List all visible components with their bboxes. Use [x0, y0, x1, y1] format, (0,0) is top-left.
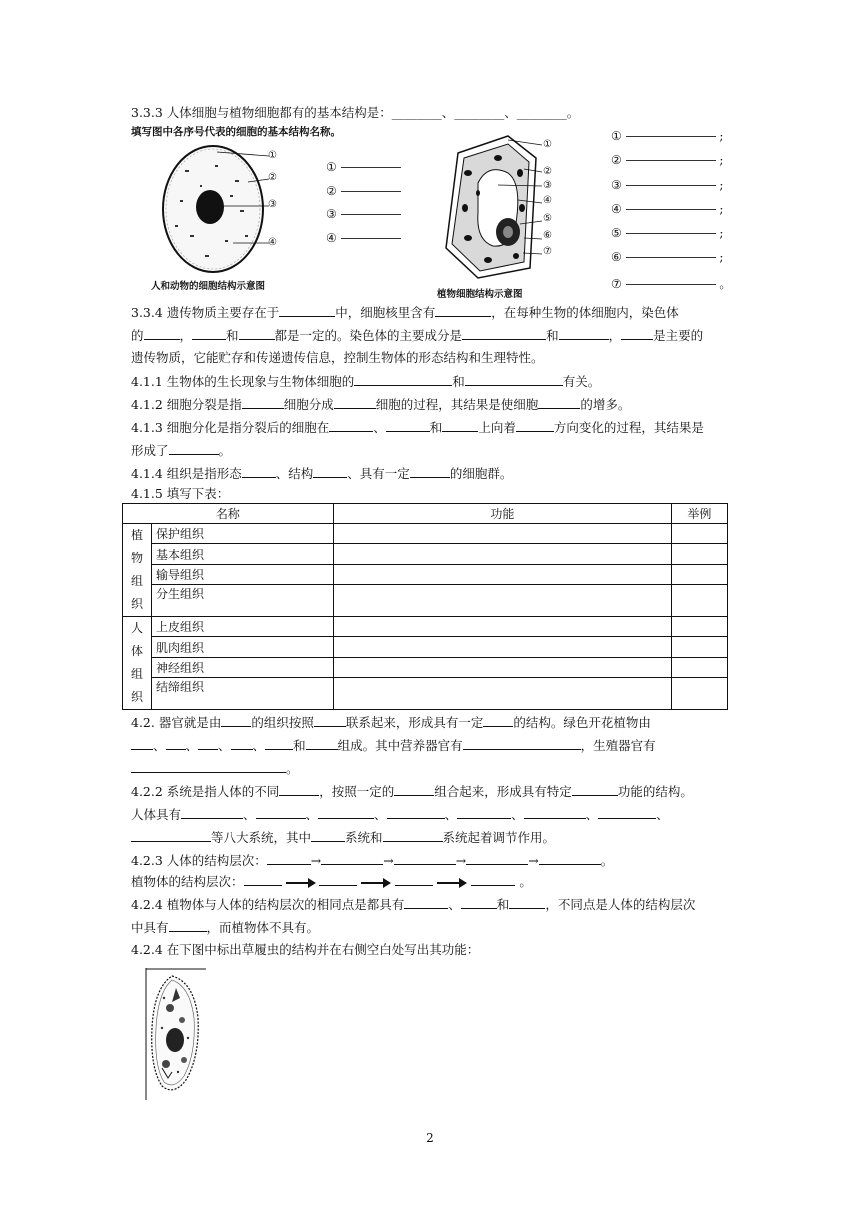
animal-answer-1[interactable] [326, 160, 401, 184]
plant-answer-num: ③ [611, 177, 622, 192]
blank[interactable] [461, 896, 497, 909]
blank[interactable] [319, 873, 357, 886]
blank[interactable] [387, 806, 445, 819]
plant-answer-end: ; [719, 177, 724, 192]
q334-line1 [131, 304, 679, 321]
text: 联系起来，形成具有一定 [345, 715, 484, 730]
plant-answer-4[interactable] [611, 202, 731, 226]
text: 、 [153, 738, 166, 753]
blank[interactable] [221, 714, 251, 727]
blank[interactable] [462, 327, 546, 340]
blank[interactable] [509, 896, 545, 909]
table-row [123, 564, 728, 584]
blank[interactable] [267, 852, 311, 865]
blank[interactable] [169, 442, 219, 455]
text: 。 [519, 874, 532, 889]
animal-fig-label-2: ② [268, 172, 277, 183]
blank[interactable] [279, 304, 335, 317]
text: 、 [374, 807, 387, 822]
blank[interactable] [265, 737, 293, 750]
text: 、 [656, 807, 669, 822]
group-char: 织 [130, 690, 143, 704]
plant-fig-label-4: ④ [543, 195, 552, 206]
group-char: 植 [130, 528, 143, 542]
text: ， [179, 328, 193, 343]
header-example: 举例 [671, 504, 727, 524]
q334-line3: 遗传物质，它能贮存和传递遗传信息，控制生物体的形态结构和生理特性。 [131, 350, 544, 365]
blank[interactable] [334, 396, 376, 409]
plant-answer-num: ④ [611, 201, 622, 216]
function-cell[interactable] [333, 617, 671, 637]
example-cell[interactable] [671, 544, 727, 564]
blank[interactable] [144, 327, 180, 340]
paramecium-figure [142, 968, 210, 1100]
text: 、 [305, 807, 319, 822]
plant-answer-end: ; [719, 250, 724, 265]
arrow-icon: → [310, 853, 322, 868]
blank[interactable] [463, 737, 581, 750]
text: 形成了 [131, 443, 169, 458]
text: 、 [511, 807, 524, 822]
blank[interactable] [256, 806, 306, 819]
plant-fig-label-7: ⑦ [543, 246, 552, 257]
text: 的 [131, 328, 144, 343]
blank[interactable] [598, 806, 656, 819]
blank[interactable] [166, 737, 186, 750]
function-cell[interactable] [333, 657, 671, 677]
text: 有关。 [562, 374, 601, 389]
animal-fig-label-4: ④ [268, 237, 277, 248]
text: 。 [600, 853, 614, 868]
blank[interactable] [181, 806, 243, 819]
text: 中具有 [131, 920, 169, 935]
plant-answer-3[interactable] [611, 178, 731, 202]
tissue-name: 上皮组织 [152, 617, 334, 637]
text: 4.1.4 组织是指形态 [131, 466, 242, 481]
animal-answer-4[interactable] [326, 231, 401, 255]
text: 功能的结构。 [617, 784, 693, 799]
text: 细胞的过程，其结果是使细胞 [375, 397, 539, 412]
q334-line2 [131, 327, 703, 344]
blank[interactable] [244, 873, 282, 886]
q415: 4.1.5 填写下表： [131, 486, 230, 501]
text: 、具有一定 [347, 466, 410, 481]
group-char: 组 [130, 667, 143, 681]
plant-answer-num: ⑤ [611, 226, 622, 241]
arrow-icon [437, 878, 467, 888]
tissue-name: 肌肉组织 [152, 637, 334, 657]
blank[interactable] [559, 327, 609, 340]
text: 4.1.3 细胞分化是指分裂后的细胞在 [131, 420, 330, 435]
text: 4.1.1 生物体的生长现象与生物体细胞的 [131, 374, 355, 389]
function-cell[interactable] [333, 524, 671, 544]
animal-answer-2[interactable] [326, 184, 401, 208]
text: 和 [429, 420, 443, 435]
table-row [123, 524, 728, 544]
q423-human [131, 852, 613, 869]
blank[interactable] [538, 396, 580, 409]
text: 和 [496, 897, 510, 912]
q412 [131, 396, 630, 413]
plant-answer-6[interactable] [611, 250, 731, 274]
example-cell[interactable] [671, 564, 727, 584]
animal-cell-caption: 人和动物的细胞结构示意图 [151, 281, 266, 292]
blank[interactable] [131, 760, 286, 773]
table-row [123, 637, 728, 657]
group-char: 物 [130, 551, 143, 565]
q42-line2 [131, 737, 656, 754]
text: 和 [452, 374, 465, 389]
example-cell[interactable] [671, 585, 727, 617]
blank[interactable] [231, 737, 253, 750]
blank[interactable] [131, 737, 153, 750]
q424a-line1 [131, 896, 695, 913]
text: 是主要的 [653, 328, 704, 343]
text: 组成。其中营养器官有 [337, 738, 463, 753]
text: ，不同点是人体的结构层次 [545, 897, 696, 912]
table-header-row [123, 504, 728, 524]
blank[interactable] [386, 419, 430, 432]
blank[interactable] [524, 806, 586, 819]
plant-answer-end: ; [719, 129, 724, 143]
animal-answer-num: ① [326, 160, 337, 174]
tissue-name: 神经组织 [152, 657, 334, 677]
blank[interactable] [394, 852, 456, 865]
instruction: 填写图中各序号代表的细胞的基本结构名称。 [131, 126, 341, 138]
text: ，生殖器官有 [580, 738, 656, 753]
tissue-name: 分生组织 [152, 585, 334, 617]
animal-fig-label-1: ① [268, 150, 277, 161]
arrow-icon: → [383, 853, 394, 868]
header-name: 名称 [123, 504, 334, 524]
text: 系统起着调节作用。 [442, 830, 556, 845]
blank[interactable] [169, 919, 207, 932]
blank[interactable] [242, 396, 284, 409]
plant-answer-num: ⑦ [611, 276, 622, 291]
text: 、 [585, 807, 599, 822]
blank[interactable] [483, 714, 513, 727]
text: 、结构 [275, 466, 314, 481]
text: 4.2. 器官就是由 [131, 715, 222, 730]
blank[interactable] [131, 829, 211, 842]
tissue-table [122, 503, 728, 710]
q413-line2 [131, 442, 231, 459]
table-row [123, 544, 728, 564]
animal-answer-num: ② [326, 183, 337, 198]
q414 [131, 465, 512, 482]
function-cell[interactable] [333, 544, 671, 564]
group-char: 人 [130, 621, 143, 635]
text: 人体具有 [131, 807, 182, 822]
text: 、 [444, 807, 458, 822]
plant-answer-list [611, 129, 731, 299]
text: 和 [226, 328, 239, 343]
text: 植物体的结构层次： [131, 874, 244, 889]
animal-answer-num: ③ [326, 207, 337, 221]
q42-line1 [131, 714, 651, 731]
text: 方向变化的过程，其结果是 [553, 420, 704, 435]
page-number: 2 [426, 1131, 434, 1145]
example-cell[interactable] [671, 637, 727, 657]
q413-line1 [131, 419, 704, 436]
q424a-line2 [131, 919, 319, 936]
arrow-icon: → [528, 853, 539, 868]
q422-line2 [131, 806, 669, 823]
q424b: 4.2.4 在下图中标出草履虫的结构并在右侧空白处写出其功能： [131, 942, 480, 957]
blank[interactable] [192, 327, 226, 340]
table-row [123, 585, 728, 617]
text: ，而植物体不具有。 [206, 920, 320, 935]
text: 、 [373, 420, 386, 435]
function-cell[interactable] [333, 678, 671, 710]
plant-answer-end: ; [719, 201, 724, 216]
text: ，按照一定的 [319, 784, 395, 799]
tissue-name: 结缔组织 [152, 678, 334, 710]
plant-answer-end: 。 [719, 276, 732, 291]
q411 [131, 373, 600, 390]
blank[interactable] [404, 896, 448, 909]
text: 、 [448, 897, 461, 912]
blank[interactable] [383, 829, 443, 842]
table-row [123, 678, 728, 710]
text: 3.3.4 遗传物质主要存在于 [131, 305, 280, 320]
blank[interactable] [321, 852, 383, 865]
blank[interactable] [394, 783, 434, 796]
function-cell[interactable] [333, 585, 671, 617]
plant-fig-label-3: ③ [543, 180, 552, 191]
text: ，在每种生物的体细胞内，染色体 [491, 305, 679, 320]
plant-answer-1[interactable] [611, 129, 731, 153]
blank[interactable] [457, 806, 511, 819]
plant-figure-labels [543, 139, 552, 270]
blank[interactable] [354, 373, 452, 386]
blank[interactable] [465, 373, 563, 386]
text: 、 [218, 738, 231, 753]
q333-text: 3.3.3 人体细胞与植物细胞都有的基本结构是：________、________、________。 [131, 105, 580, 120]
plant-answer-5[interactable] [611, 226, 731, 250]
plant-fig-label-6: ⑥ [543, 230, 552, 241]
plant-answer-end: ; [719, 153, 724, 168]
text: 的组织按照 [251, 715, 314, 730]
text: 都是一定的。染色体的主要成分是 [274, 328, 463, 343]
text: 、 [243, 807, 256, 822]
blank[interactable] [242, 465, 276, 478]
text: ， [608, 328, 622, 343]
text: 4.1.2 细胞分裂是指 [131, 397, 242, 412]
function-cell[interactable] [333, 637, 671, 657]
group-char: 体 [130, 644, 143, 658]
blank[interactable] [279, 783, 319, 796]
text: 的结构。绿色开花植物由 [513, 715, 651, 730]
animal-answer-list [326, 160, 401, 254]
human-tissue-group [123, 617, 152, 710]
arrow-icon [286, 878, 316, 888]
plant-answer-num: ① [611, 129, 622, 143]
example-cell[interactable] [671, 657, 727, 677]
text: 。 [286, 761, 299, 776]
blank[interactable] [311, 829, 345, 842]
example-cell[interactable] [671, 617, 727, 637]
animal-figure-labels [268, 149, 277, 260]
group-char: 织 [130, 597, 143, 611]
group-char: 组 [130, 574, 143, 588]
plant-answer-num: ⑥ [611, 250, 622, 265]
text: 4.2.3 人体的结构层次： [131, 853, 267, 868]
tissue-name: 保护组织 [152, 524, 334, 544]
blank[interactable] [198, 737, 218, 750]
table-row [123, 657, 728, 677]
blank[interactable] [471, 873, 515, 886]
header-function: 功能 [333, 504, 671, 524]
text: 、 [185, 738, 199, 753]
blank[interactable] [395, 873, 433, 886]
blank[interactable] [329, 419, 373, 432]
text: 等八大系统，其中 [211, 830, 312, 845]
text: 。 [218, 443, 232, 458]
blank[interactable] [239, 327, 275, 340]
plant-answer-num: ② [611, 153, 622, 168]
text: 细胞分成 [283, 397, 334, 412]
blank[interactable] [313, 465, 347, 478]
blank[interactable] [572, 783, 618, 796]
blank[interactable] [539, 852, 601, 865]
animal-answer-3[interactable] [326, 207, 401, 231]
plant-answer-end: ; [719, 226, 724, 241]
blank[interactable] [306, 737, 338, 750]
plant-fig-label-2: ② [543, 166, 552, 177]
text: 系统和 [345, 830, 383, 845]
plant-answer-2[interactable] [611, 153, 731, 177]
example-cell[interactable] [671, 524, 727, 544]
tissue-name: 基本组织 [152, 544, 334, 564]
animal-answer-num: ④ [326, 230, 337, 245]
blank[interactable] [442, 419, 478, 432]
text: 中，细胞核里含有 [335, 305, 436, 320]
blank[interactable] [318, 806, 374, 819]
plant-answer-7[interactable] [611, 275, 731, 299]
blank[interactable] [435, 304, 491, 317]
text: 的细胞群。 [449, 466, 513, 481]
text: 组合起来，形成具有特定 [434, 784, 572, 799]
function-cell[interactable] [333, 564, 671, 584]
text: 和 [293, 738, 306, 753]
text: 的增多。 [580, 397, 631, 412]
example-cell[interactable] [671, 678, 727, 710]
plant-tissue-group [123, 524, 152, 617]
blank[interactable] [314, 714, 346, 727]
blank[interactable] [410, 465, 450, 478]
blank[interactable] [516, 419, 554, 432]
plant-fig-label-1: ① [543, 139, 552, 150]
arrow-icon: → [455, 853, 467, 868]
text: 上向着 [478, 420, 516, 435]
tissue-name: 输导组织 [152, 564, 334, 584]
plant-cell-caption: 植物细胞结构示意图 [437, 289, 523, 300]
text: 4.2.4 植物体与人体的结构层次的相同点是都具有 [131, 897, 405, 912]
q42-line3 [131, 760, 299, 777]
table-row [123, 617, 728, 637]
text: 、 [252, 738, 266, 753]
q423-plant [131, 873, 532, 890]
text: 4.2.2 系统是指人体的不同 [131, 784, 280, 799]
q422-line1 [131, 783, 693, 800]
arrow-icon [361, 878, 391, 888]
animal-fig-label-3: ③ [268, 199, 277, 210]
q422-line3 [131, 829, 555, 846]
blank[interactable] [466, 852, 528, 865]
text: 和 [546, 328, 559, 343]
blank[interactable] [621, 327, 653, 340]
plant-fig-label-5: ⑤ [543, 213, 552, 224]
